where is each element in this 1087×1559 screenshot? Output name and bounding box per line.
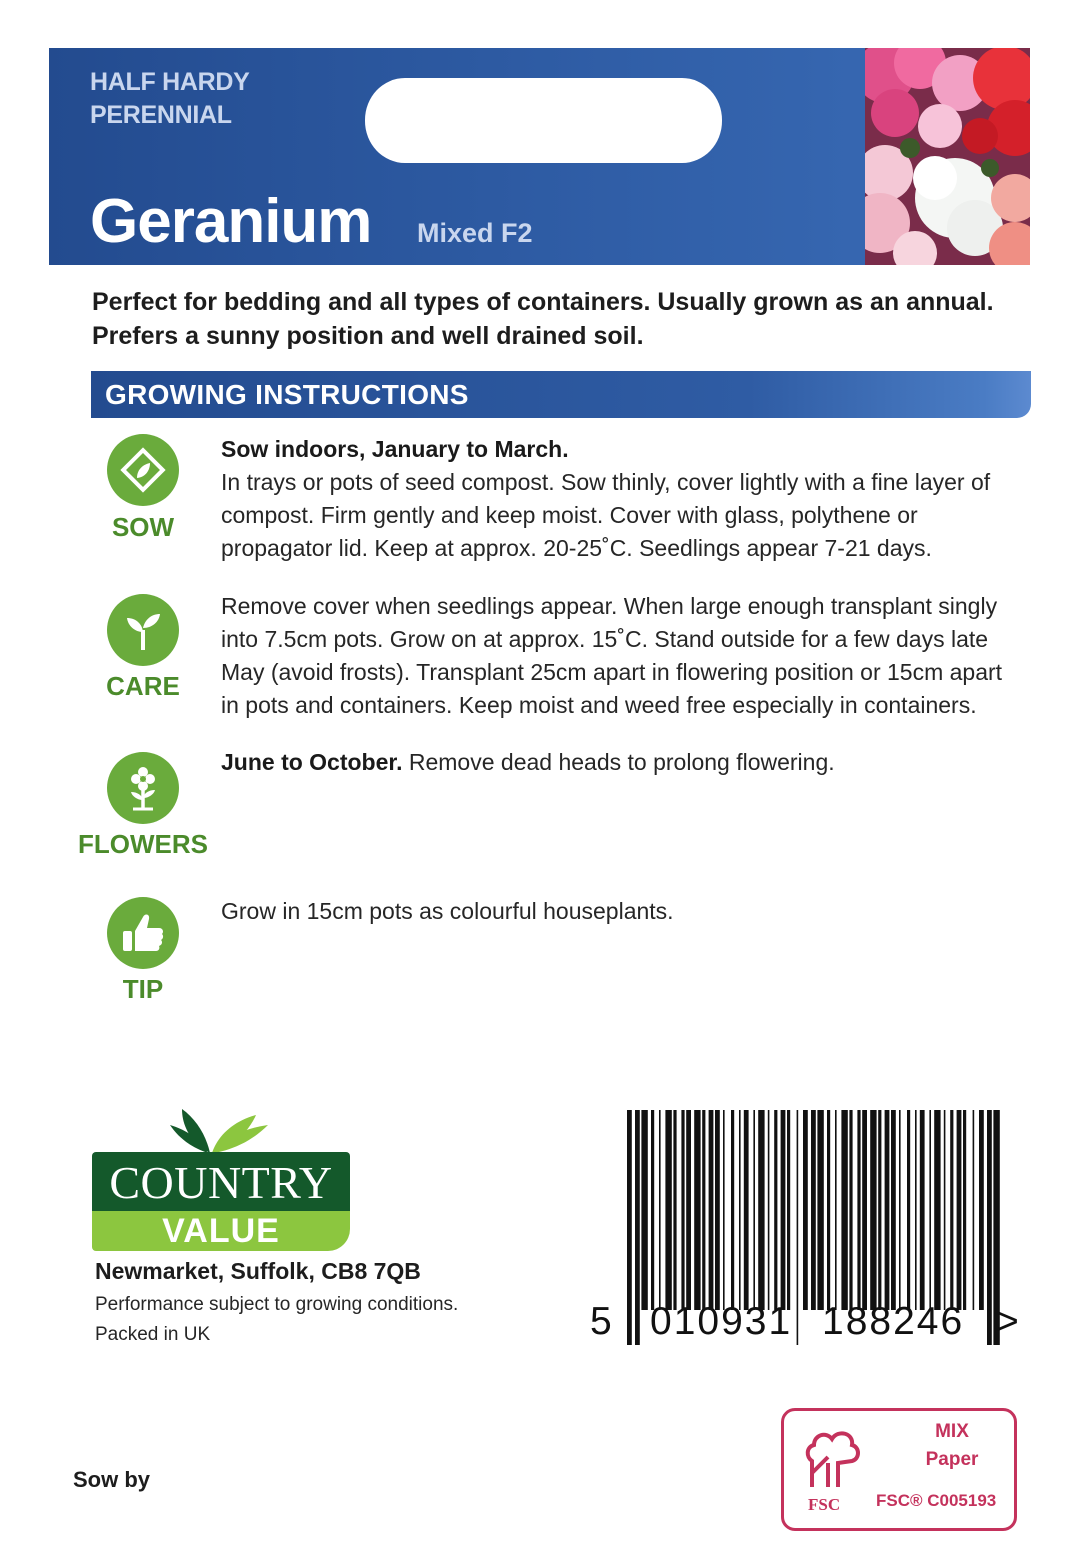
barcode-bar <box>686 1110 691 1310</box>
barcode-bar <box>665 1110 671 1310</box>
barcode-bar <box>627 1110 632 1345</box>
barcode-bar <box>987 1110 992 1345</box>
barcode-bar <box>635 1110 640 1345</box>
flower-photo <box>865 48 1030 265</box>
plant-category <box>90 66 250 132</box>
seedling-icon <box>107 594 179 666</box>
step-label-flowers: FLOWERS <box>78 829 208 859</box>
logo-word-country: COUNTRY <box>109 1157 333 1208</box>
barcode-bar <box>862 1110 867 1310</box>
barcode-bar <box>723 1110 725 1310</box>
barcode-bar <box>827 1110 830 1310</box>
country-value-logo <box>92 1105 352 1250</box>
fsc-mix: MIX <box>935 1421 969 1442</box>
barcode-bar <box>929 1110 931 1310</box>
barcode-bar <box>841 1110 847 1310</box>
packed-note: Packed in UK <box>95 1324 211 1345</box>
barcode-bar <box>651 1110 654 1310</box>
barcode-bar <box>973 1110 975 1310</box>
thumbs-up-icon <box>107 897 179 969</box>
section-title: GROWING INSTRUCTIONS <box>105 379 469 410</box>
fsc-tree-icon <box>798 1417 878 1497</box>
barcode-right-digits: 188246 <box>822 1300 965 1343</box>
step-heading-flowers: June to October. <box>221 749 403 775</box>
sow-by-label: Sow by <box>73 1467 151 1492</box>
section-header <box>91 371 1031 418</box>
barcode-bar <box>885 1110 890 1310</box>
barcode-bar <box>659 1110 661 1310</box>
logo-bottom-band <box>92 1211 350 1251</box>
barcode-bar <box>907 1110 910 1310</box>
barcode-bar <box>731 1110 734 1310</box>
barcode-bar <box>963 1110 966 1310</box>
step-label-sow: SOW <box>111 512 175 542</box>
barcode-bar <box>817 1110 823 1310</box>
barcode-bar <box>811 1110 816 1310</box>
step-text-sow <box>221 433 1026 565</box>
seed-packet-icon <box>107 434 179 506</box>
product-description: Perfect for bedding and all types of containers. Usually grown as an annual. Prefers a sunny position and well drained soil. <box>92 288 994 350</box>
company-address: Newmarket, Suffolk, CB8 7QB <box>95 1258 421 1284</box>
barcode-bar <box>774 1110 777 1310</box>
label-window <box>365 78 722 163</box>
barcode-bar <box>694 1110 700 1310</box>
barcode-bar <box>849 1110 852 1310</box>
barcode-bar <box>979 1110 984 1310</box>
barcode-bar <box>835 1110 837 1310</box>
barcode-bar <box>768 1110 770 1310</box>
barcode-bar <box>797 1110 799 1345</box>
performance-note: Performance subject to growing conditions. <box>95 1294 459 1315</box>
barcode-bar <box>641 1110 647 1310</box>
barcode-bar <box>803 1110 808 1310</box>
barcode-bar <box>739 1110 741 1310</box>
barcode-left-digits: 010931 <box>650 1300 793 1343</box>
fsc-word: FSC <box>808 1495 841 1514</box>
barcode-end-mark: > <box>996 1300 1021 1343</box>
fsc-code: FSC® C005193 <box>876 1491 997 1510</box>
barcode-bar <box>891 1110 896 1310</box>
barcode-bar <box>870 1110 876 1310</box>
barcode-bar <box>899 1110 901 1310</box>
leaf-icon <box>164 1105 284 1155</box>
barcode-bar <box>934 1110 940 1310</box>
step-text-tip: Grow in 15cm pots as colourful houseplants. <box>221 898 674 924</box>
step-text-care: Remove cover when seedlings appear. When large enough transplant singly into 7.5cm pots. Grow on at approx. 15˚C. Stand outside for a few days late May (avoid frosts). Transplant 25cm apart in flowering position or 15cm apart in pots and containers. Keep moist and weed free especially in containers. <box>221 593 1003 718</box>
barcode-bar <box>878 1110 881 1310</box>
barcode-bar <box>673 1110 676 1310</box>
step-label-tip: TIP <box>122 974 164 1004</box>
barcode-bar <box>915 1110 917 1310</box>
barcode-first-digit: 5 <box>590 1300 614 1343</box>
barcode-bar <box>702 1110 705 1310</box>
category-line-2: PERENNIAL <box>90 101 232 129</box>
barcode-bar <box>681 1110 684 1310</box>
fsc-label <box>781 1408 1017 1531</box>
barcode-bar <box>920 1110 925 1310</box>
step-heading-sow: Sow indoors, January to March. <box>221 436 569 462</box>
fsc-paper: Paper <box>925 1449 979 1470</box>
header-banner <box>49 48 1030 265</box>
barcode-bar <box>957 1110 962 1310</box>
step-body-flowers: Remove dead heads to prolong flowering. <box>408 749 835 775</box>
step-text-flowers <box>221 746 1026 779</box>
plant-title: Geranium <box>90 187 372 256</box>
barcode-bar <box>758 1110 764 1310</box>
step-body-sow: In trays or pots of seed compost. Sow thinly, cover lightly with a fine layer of compost. Firm gently and keep moist. Cover with glass, polythene or propagator lid. Keep at approx. 20-25˚C. Seedlings appear 7-21 days. <box>221 469 991 561</box>
barcode-bar <box>709 1110 714 1310</box>
plant-variety: Mixed F2 <box>417 218 533 248</box>
flower-icon <box>107 752 179 824</box>
barcode-bar <box>857 1110 860 1310</box>
barcode-bar <box>944 1110 946 1310</box>
logo-word-value: VALUE <box>162 1212 280 1250</box>
barcode-bar <box>753 1110 755 1310</box>
category-line-1: HALF HARDY <box>90 68 250 96</box>
barcode-bar <box>787 1110 790 1310</box>
barcode-bar <box>744 1110 749 1310</box>
barcode-bar <box>950 1110 953 1310</box>
barcode-bar <box>781 1110 786 1310</box>
step-label-care: CARE <box>106 671 180 701</box>
logo-top-band <box>92 1152 350 1211</box>
barcode-bar <box>715 1110 720 1310</box>
